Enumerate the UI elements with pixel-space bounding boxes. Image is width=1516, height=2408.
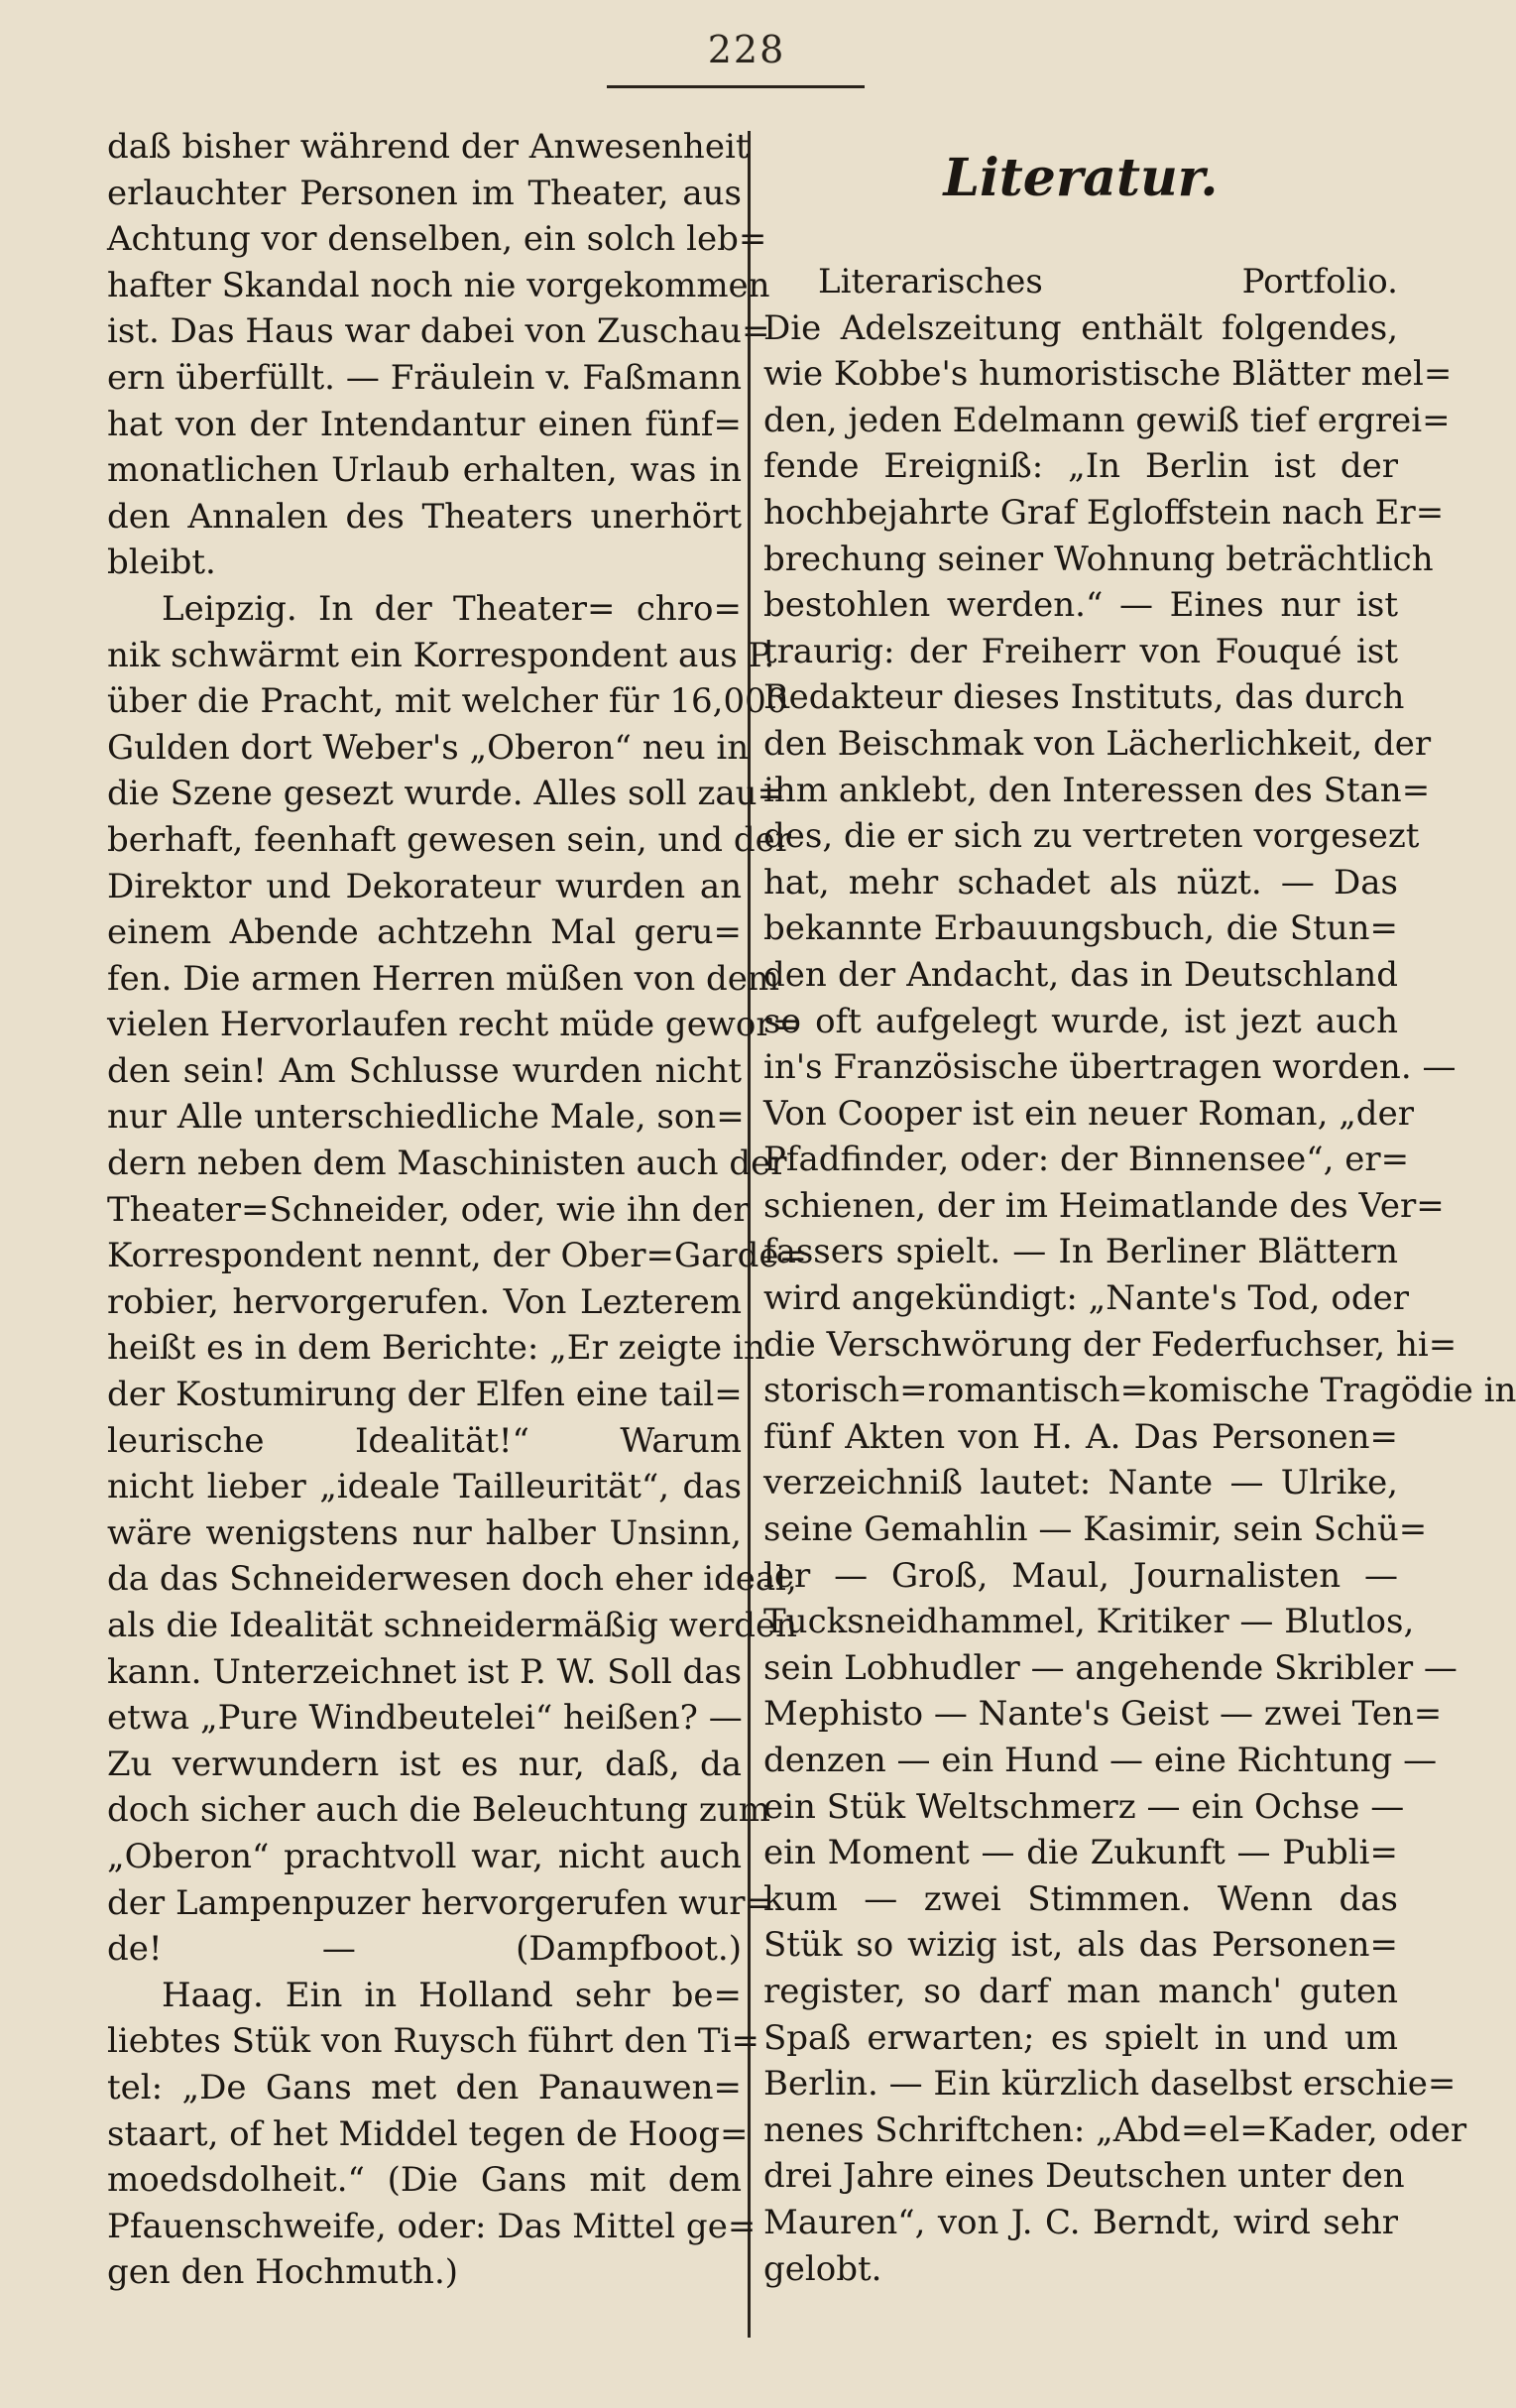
text-line: drei Jahre eines Deutschen unter den: [763, 2156, 1405, 2197]
text-line: Theater=Schneider, oder, wie ihn der: [107, 1189, 750, 1230]
text-line: wird angekündigt: „Nante's Tod, oder: [763, 1278, 1409, 1319]
text-line: nik schwärmt ein Korrespondent aus P.: [107, 635, 775, 675]
text-line: nenes Schriftchen: „Abd=el=Kader, oder: [763, 2109, 1467, 2150]
right-column: [763, 124, 1516, 2292]
text-line: Stük so wizig ist, als das Personen=: [763, 1925, 1398, 1966]
text-line: den Beischmak von Lächerlichkeit, der: [763, 723, 1432, 764]
text-line: Pfadfinder, oder: der Binnensee“, er=: [763, 1140, 1410, 1180]
text-line: da das Schneiderwesen doch eher ideal,: [107, 1559, 797, 1600]
text-line: fende Ereigniß: „In Berlin ist der: [763, 446, 1398, 487]
text-line: doch sicher auch die Beleuchtung zum: [107, 1790, 770, 1831]
text-line: staart, of het Middel tegen de Hoog=: [107, 2113, 749, 2154]
text-line: ler — Groß, Maul, Journalisten —: [763, 1555, 1398, 1596]
text-line: Gulden dort Weber's „Oberon“ neu in: [107, 727, 750, 768]
text-line: gen den Hochmuth.): [107, 2252, 459, 2293]
text-line: des, die er sich zu vertreten vorgesezt: [763, 816, 1420, 857]
text-line: ein Stük Weltschmerz — ein Ochse —: [763, 1786, 1405, 1827]
text-line: Berlin. — Ein kürzlich daselbst erschie=: [763, 2064, 1457, 2105]
text-line: erlauchter Personen im Theater, aus: [107, 173, 742, 213]
text-line: leurische Idealität!“ Warum: [107, 1420, 742, 1461]
text-line: „Oberon“ prachtvoll war, nicht auch: [107, 1836, 742, 1876]
text-line: den sein! Am Schlusse wurden nicht: [107, 1050, 742, 1091]
text-line: wäre wenigstens nur halber Unsinn,: [107, 1512, 742, 1553]
text-line: berhaft, feenhaft gewesen sein, und der: [107, 819, 791, 860]
text-line: bleibt.: [107, 542, 216, 583]
text-line: Korrespondent nennt, der Ober=Garde=: [107, 1236, 808, 1276]
text-line: dern neben dem Maschinisten auch der: [107, 1144, 787, 1184]
text-line: daß bisher während der Anwesenheit: [107, 127, 750, 167]
text-line: robier, hervorgerufen. Von Lezterem: [107, 1281, 742, 1322]
text-line: Die Adelszeitung enthält folgendes,: [763, 307, 1398, 348]
text-line: traurig: der Freiherr von Fouqué ist: [763, 631, 1398, 671]
text-line: Haag. Ein in Holland sehr be=: [162, 1975, 742, 2015]
text-line: hochbejahrte Graf Egloffstein nach Er=: [763, 492, 1445, 533]
text-line: einem Abende achtzehn Mal geru=: [107, 912, 742, 953]
text-line: ihm anklebt, den Interessen des Stan=: [763, 770, 1431, 810]
text-line: Leipzig. In der Theater= chro=: [162, 588, 742, 629]
text-line: register, so darf man manch' guten: [763, 1971, 1398, 2011]
left-column: [107, 124, 808, 2296]
text-line: ein Moment — die Zukunft — Publi=: [763, 1833, 1398, 1873]
text-line: hat von der Intendantur einen fünf=: [107, 404, 742, 444]
text-line: kum — zwei Stimmen. Wenn das: [763, 1878, 1398, 1919]
text-line: brechung seiner Wohnung beträchtlich: [763, 539, 1434, 579]
text-line: den der Andacht, das in Deutschland: [763, 954, 1398, 995]
text-line: Achtung vor denselben, ein solch leb=: [107, 219, 767, 260]
text-line: storisch=romantisch=komische Tragödie in: [763, 1371, 1516, 1411]
text-line: vielen Hervorlaufen recht müde gewor=: [107, 1005, 801, 1045]
text-line: in's Französische übertragen worden. —: [763, 1047, 1457, 1088]
text-line: liebtes Stük von Ruysch führt den Ti=: [107, 2021, 759, 2062]
page-number: 228: [707, 28, 786, 71]
text-line: Zu verwundern ist es nur, daß, da: [107, 1744, 742, 1784]
text-line: sein Lobhudler — angehende Skribler —: [763, 1647, 1458, 1688]
text-line: tel: „De Gans met den Panauwen=: [107, 2067, 742, 2107]
text-line: so oft aufgelegt wurde, ist jezt auch: [763, 1001, 1398, 1041]
text-line: ist. Das Haus war dabei von Zuschau=: [107, 311, 770, 352]
text-line: Spaß erwarten; es spielt in und um: [763, 2017, 1398, 2058]
text-line: der Lampenpuzer hervorgerufen wur=: [107, 1882, 773, 1923]
text-line: Von Cooper ist ein neuer Roman, „der: [763, 1093, 1414, 1134]
text-line: seine Gemahlin — Kasimir, sein Schü=: [763, 1509, 1428, 1550]
text-line: moedsdolheit.“ (Die Gans mit dem: [107, 2160, 742, 2201]
text-line: die Verschwörung der Federfuchser, hi=: [763, 1324, 1458, 1365]
text-line: hat, mehr schadet als nüzt. — Das: [763, 862, 1398, 903]
text-line: monatlichen Urlaub erhalten, was in: [107, 450, 742, 491]
text-line: die Szene gesezt wurde. Alles soll zau=: [107, 774, 786, 814]
text-line: über die Pracht, mit welcher für 16,000: [107, 681, 788, 722]
text-line: Direktor und Dekorateur wurden an: [107, 866, 742, 906]
text-line: kann. Unterzeichnet ist P. W. Soll das: [107, 1651, 743, 1692]
text-line: ern überfüllt. — Fräulein v. Faßmann: [107, 357, 742, 398]
text-line: Mauren“, von J. C. Berndt, wird sehr: [763, 2202, 1398, 2242]
text-line: fen. Die armen Herren müßen von dem: [107, 958, 780, 999]
section-heading: Literatur.: [943, 148, 1219, 208]
text-line: etwa „Pure Windbeutelei“ heißen? —: [107, 1698, 743, 1739]
text-line: denzen — ein Hund — eine Richtung —: [763, 1741, 1438, 1780]
text-line: als die Idealität schneidermäßig werden: [107, 1606, 798, 1645]
text-line: wie Kobbe's humoristische Blätter mel=: [763, 354, 1453, 395]
text-line: den, jeden Edelmann gewiß tief ergrei=: [763, 400, 1451, 440]
heading-spacer: [763, 238, 1398, 259]
text-line: heißt es in dem Berichte: „Er zeigte in: [107, 1328, 765, 1369]
text-line: de! — (Dampfboot.): [107, 1929, 742, 1970]
text-line: den Annalen des Theaters unerhört: [107, 496, 742, 537]
text-line: hafter Skandal noch nie vorgekommen: [107, 265, 770, 305]
text-line: Redakteur dieses Instituts, das durch: [763, 677, 1405, 718]
text-line: fünf Akten von H. A. Das Personen=: [763, 1416, 1398, 1457]
top-rule: [607, 85, 865, 88]
text-line: Literarisches Portfolio.: [818, 262, 1398, 301]
text-line: bestohlen werden.“ — Eines nur ist: [763, 585, 1398, 626]
text-line: nur Alle unterschiedliche Male, son=: [107, 1097, 745, 1138]
text-line: nicht lieber „ideale Tailleurität“, das: [107, 1467, 742, 1507]
text-line: fassers spielt. — In Berliner Blättern: [763, 1232, 1398, 1272]
text-line: verzeichniß lautet: Nante — Ulrike,: [763, 1463, 1398, 1504]
text-line: schienen, der im Heimatlande des Ver=: [763, 1185, 1445, 1226]
column-divider: [748, 131, 751, 2338]
text-line: gelobt.: [763, 2248, 882, 2289]
text-line: bekannte Erbauungsbuch, die Stun=: [763, 908, 1398, 949]
text-line: Mephisto — Nante's Geist — zwei Ten=: [763, 1694, 1443, 1735]
text-line: der Kostumirung der Elfen eine tail=: [107, 1375, 743, 1415]
text-line: Tucksneidhammel, Kritiker — Blutlos,: [763, 1602, 1415, 1642]
text-line: Pfauenschweife, oder: Das Mittel ge=: [107, 2206, 757, 2246]
